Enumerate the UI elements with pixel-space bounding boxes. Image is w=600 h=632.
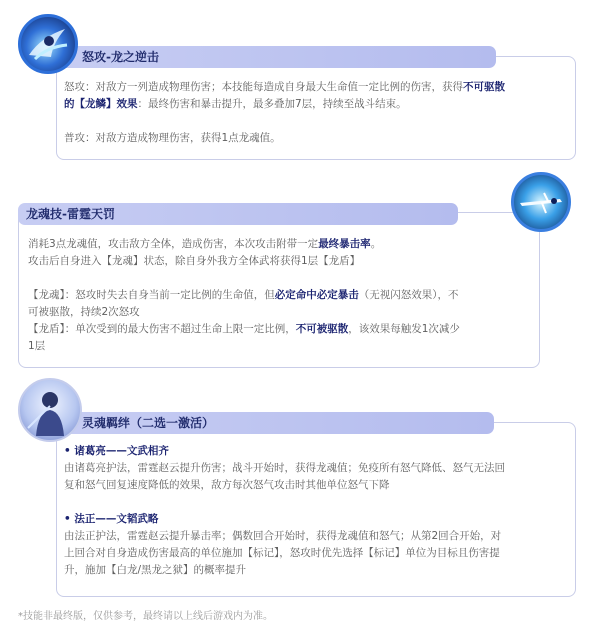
- skill-card-dragonsoul-header: [18, 203, 458, 225]
- skill-icon-rage: [18, 14, 78, 74]
- thunder-sword-icon: [514, 175, 568, 229]
- soul-bond-body: • 诸葛亮——文武相齐 由诸葛亮护法，雷霆赵云提升伤害；战斗开始时，获得龙魂值；免疫所有怒气降低、怒气无法回 复和怒气回复速度降低的效果，敌方每次怒气攻击时其他单位怒气下降 • 法正——文韬武略 由法正护法，雷霆赵云提升暴击率；偶数回合开始时，获得龙魂值和怒气；从第2回合开始，对 上回合对自身造成伤害最高的单位施加【标记】，怒攻时优先选择【标记】单位为目标且伤害提 升，施加【白龙/黑龙之狱】的概率提升: [64, 443, 574, 579]
- skill-title: 怒攻-龙之逆击: [82, 50, 159, 64]
- hero-portrait-icon: [20, 380, 80, 440]
- soul-bond-header: [56, 412, 494, 434]
- soul-bond-title: 灵魂羁绊（二选一激活）: [82, 416, 215, 430]
- disclaimer-note: *技能非最终版，仅供参考，最终请以上线后游戏内为准。: [18, 611, 273, 622]
- bond-fazheng-title: • 法正——文韬武略: [64, 513, 159, 525]
- skill-card-dragonsoul-body: 消耗3点龙魂值，攻击敌方全体，造成伤害，本次攻击附带一定最终暴击率。 攻击后自身进入【龙魂】状态，除自身外我方全体武将获得1层【龙盾】 【龙魂】：怒攻时失去自身当前一定比例的生命值，但必定命中必定暴击（无视闪怒效果），不 可被驱散，持续2次怒攻 【龙盾】：单次受到的最大伤害不超过生命上限一定比例，不可被驱散，该效果每触发1次减少 1层: [28, 238, 460, 352]
- soul-bond-avatar: [18, 378, 82, 442]
- skill-icon-dragonsoul: [511, 172, 571, 232]
- dragon-strike-icon: [21, 17, 75, 71]
- skill-title: 龙魂技-雷霆天罚: [26, 207, 115, 221]
- skill-card-rage-header: [56, 46, 496, 68]
- bond-zhugeliang-title: • 诸葛亮——文武相齐: [64, 445, 169, 457]
- skill-card-rage-body: 怒攻：对敌方一列造成物理伤害；本技能每造成自身最大生命值一定比例的伤害，获得不可驱散 的【龙鳞】效果：最终伤害和暴击提升，最多叠加7层，持续至战斗结束。 普攻：对敌方造成物理伤害，获得1点龙魂值。: [64, 81, 505, 144]
